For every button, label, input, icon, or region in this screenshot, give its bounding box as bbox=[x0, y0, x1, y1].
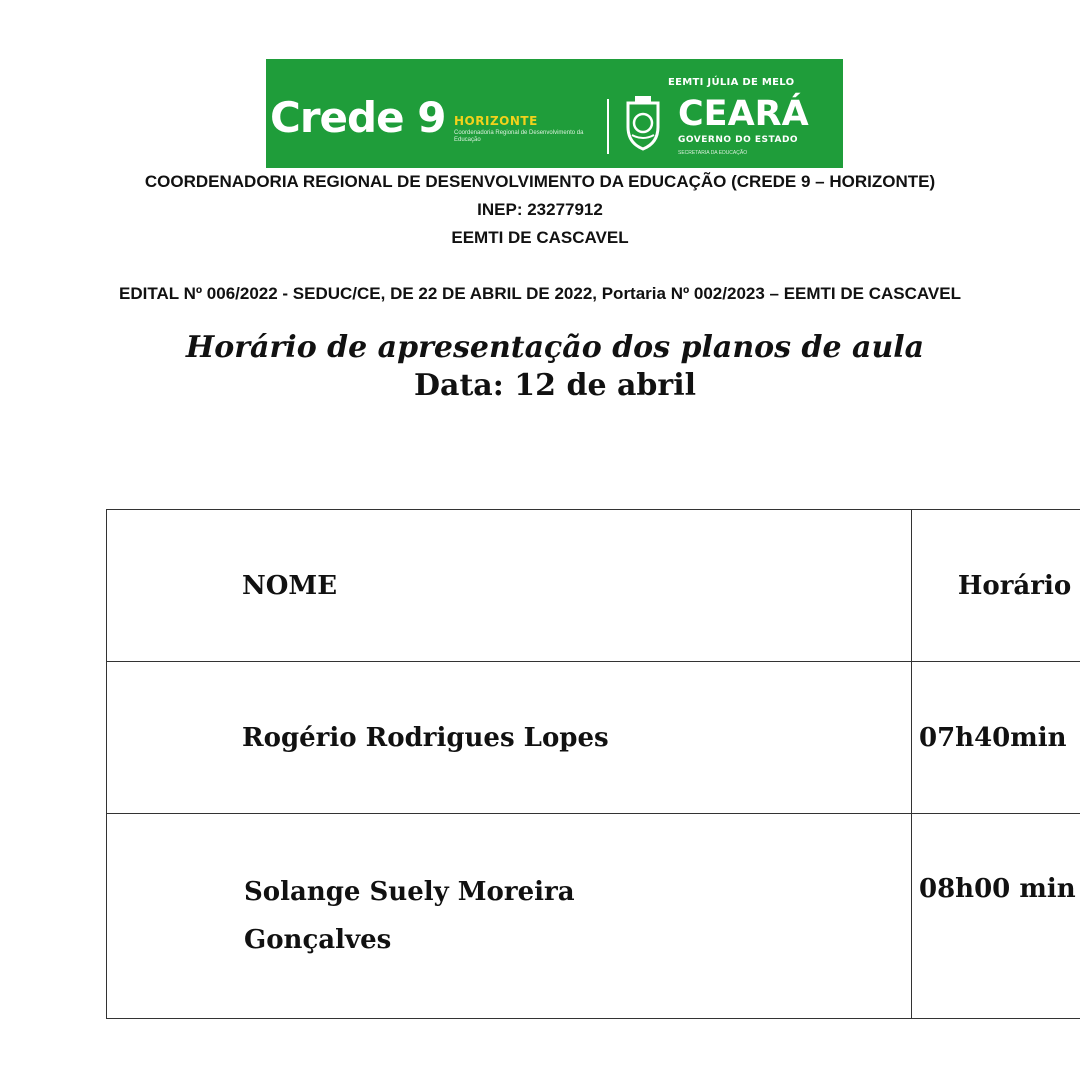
logo-state: CEARÁ bbox=[678, 94, 809, 134]
cell-time: 08h00 min bbox=[912, 814, 1080, 1019]
header-inep: INEP: 23277912 bbox=[477, 200, 603, 219]
logo-sec: SECRETARIA DA EDUCAÇÃO bbox=[678, 150, 748, 156]
logo-crede: Crede 9 bbox=[270, 93, 446, 142]
logo-coord: Coordenadoria Regional de Desenvolvimento da Educação bbox=[454, 130, 584, 143]
table-header-row bbox=[107, 510, 1080, 662]
logo-divider bbox=[607, 99, 609, 154]
cell-time: 07h40min bbox=[912, 662, 1080, 814]
header-edital: EDITAL Nº 006/2022 - SEDUC/CE, DE 22 DE ABRIL DE 2022, Portaria Nº 002/2023 – EEMTI DE CASCAVEL bbox=[119, 284, 961, 303]
col-header-time: Horário bbox=[912, 510, 1080, 662]
page-subtitle: Data: 12 de abril bbox=[414, 368, 696, 403]
logo-school: EEMTI JÚLIA DE MELO bbox=[668, 77, 795, 88]
page-title: Horário de apresentação dos planos de aula bbox=[185, 330, 925, 365]
header-coordenadoria: COORDENADORIA REGIONAL DE DESENVOLVIMENTO DA EDUCAÇÃO (CREDE 9 – HORIZONTE) bbox=[144, 172, 936, 191]
cell-name: Rogério Rodrigues Lopes bbox=[107, 662, 912, 814]
table-row bbox=[107, 814, 1080, 1019]
cell-name bbox=[107, 814, 912, 1019]
col-header-name: NOME bbox=[107, 510, 912, 662]
header-school: EEMTI DE CASCAVEL bbox=[451, 228, 629, 247]
table-row bbox=[107, 662, 1080, 814]
logo-banner bbox=[266, 59, 843, 168]
logo-gov: GOVERNO DO ESTADO bbox=[678, 135, 799, 145]
cell-name-line2: Gonçalves bbox=[244, 925, 392, 955]
cell-name-line1: Solange Suely Moreira bbox=[244, 877, 575, 907]
ceara-seal-icon bbox=[620, 93, 666, 151]
schedule-table bbox=[106, 509, 1080, 1019]
logo-horizonte: HORIZONTE bbox=[454, 114, 538, 128]
